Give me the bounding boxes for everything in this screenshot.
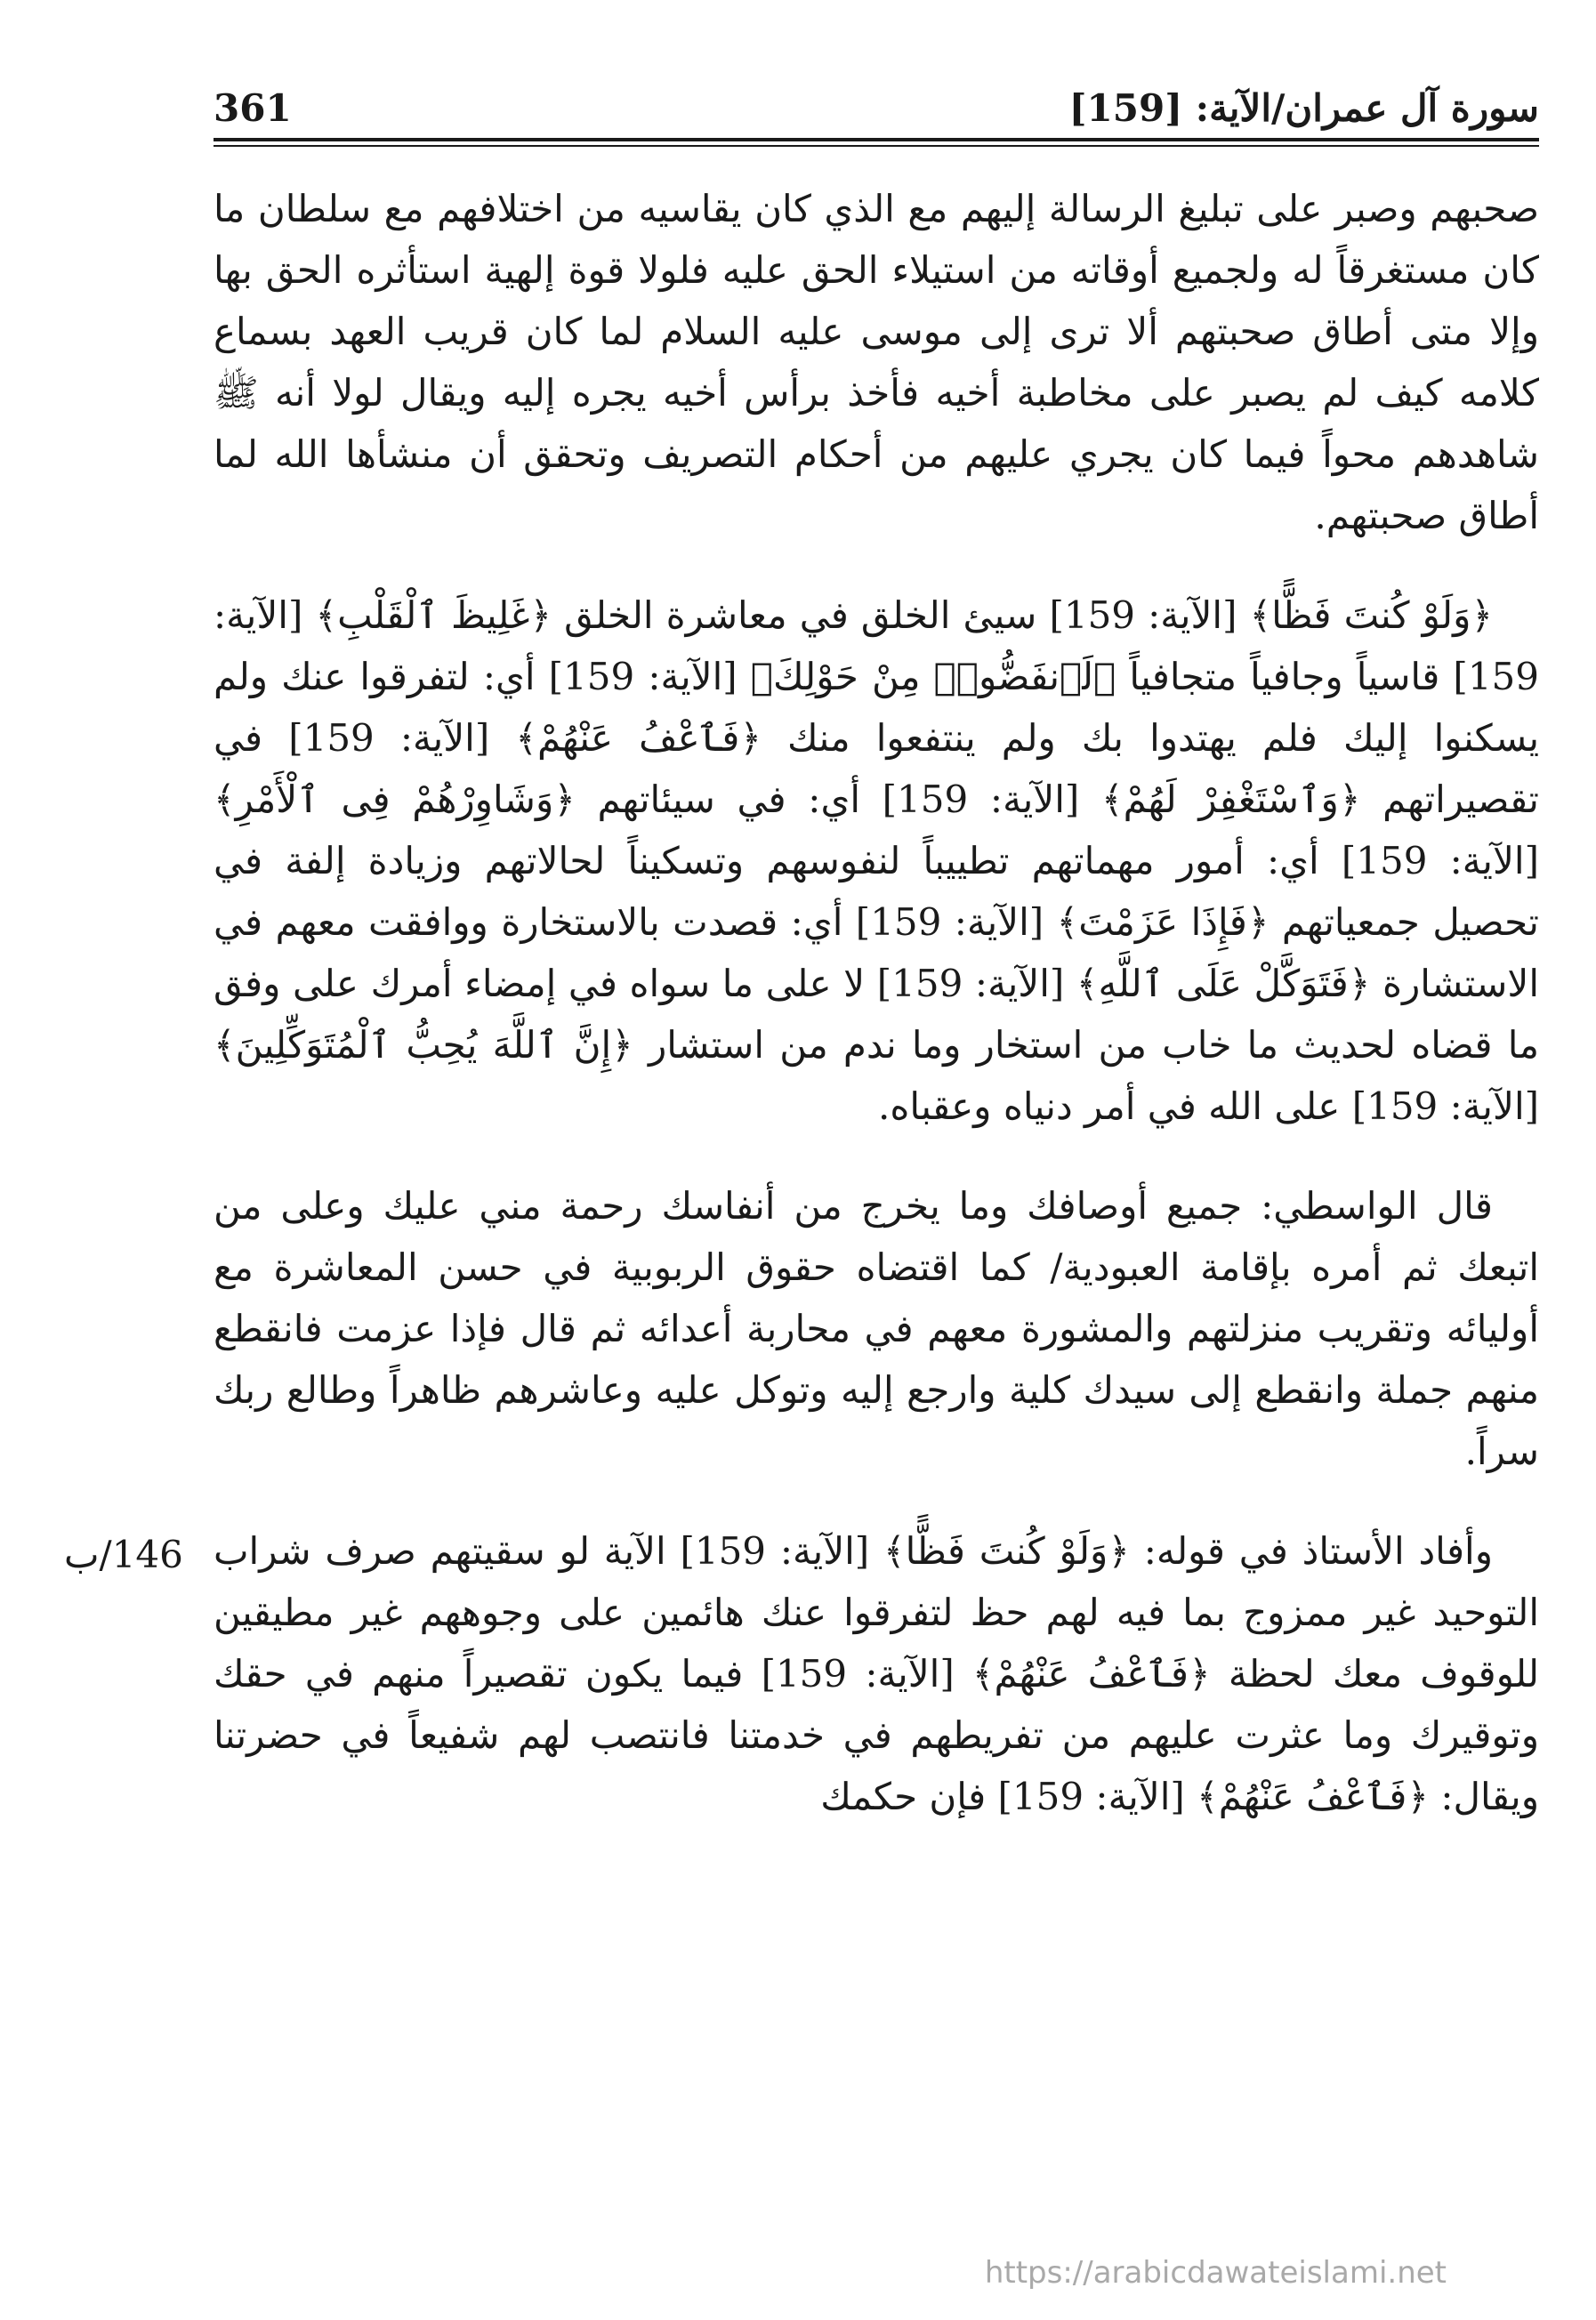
paragraph-3: قال الواسطي: جميع أوصافك وما يخرج من أنفاسك رحمة مني عليك وعلى من اتبعك ثم أمره بإقامة العبودية/ كما اقتضاه حقوق الربوبية في حسن المعاشرة مع أوليائه وتقريب منزلتهم والمشورة معهم في محاربة أعدائه ثم قال فإذا عزمت فانقطع منهم جملة وانقطع إلى سيدك كلية وارجع إليه وتوكل عليه وعاشرهم ظاهراً وطالع ربك سراً. [214,1184,1539,1473]
manuscript-folio-marker: 146/ب [64,1533,183,1576]
page-number: 361 [214,86,292,130]
running-title: سورة آل عمران/الآية: [159] [1068,86,1539,130]
watermark-url: https://arabicdawateislami.net [984,2255,1447,2291]
header-rule-thick [214,138,1539,141]
paragraph-1: صحبهم وصبر على تبليغ الرسالة إليهم مع الذي كان يقاسيه من اختلافهم مع سلطان ما كان مستغرقاً له ولجميع أوقاته من استيلاء الحق عليه فلولا قوة إلهية استأثره الحق بها وإلا متى أطاق صحبتهم ألا ترى إلى موسى عليه السلام لما كان قريب العهد بسماع كلامه كيف لم يصبر على مخاطبة أخيه فأخذ برأس أخيه يجره إليه ويقال لولا أنه ﷺ شاهدهم محواً فيما كان يجري عليهم من أحكام التصريف وتحقق أن منشأها الله لما أطاق صحبتهم. [214,187,1539,537]
paragraph-4: وأفاد الأستاذ في قوله: ﴿وَلَوْ كُنتَ فَظًّا﴾ [الآية: 159] الآية لو سقيتهم صرف شراب التوحيد غير ممزوج بما فيه لهم حظ لتفرقوا عنك هائمين على وجوههم غير مطيقين للوقوف معك لحظة ﴿فَٱعْفُ عَنْهُمْ﴾ [الآية: 159] فيما يكون تقصيراً منهم في حقك وتوقيرك وما عثرت عليهم من تفريطهم في خدمتنا فانتصب لهم شفيعاً في حضرتنا ويقال: ﴿فَٱعْفُ عَنْهُمْ﴾ [الآية: 159] فإن حكمك [214,1529,1539,1818]
header-rule-thin [214,145,1539,147]
page-header [214,82,1539,135]
page-body [214,178,1539,1827]
paragraph-2: ﴿وَلَوْ كُنتَ فَظًّا﴾ [الآية: 159] سيئ الخلق في معاشرة الخلق ﴿غَلِيظَ ٱلْقَلْبِ﴾ [الآية: 159] قاسياً وجافياً متجافياً ﴿لَٱنفَضُّوا۟ مِنْ حَوْلِكَ﴾ [الآية: 159] أي: لتفرقوا عنك ولم يسكنوا إليك فلم يهتدوا بك ولم ينتفعوا منك ﴿فَٱعْفُ عَنْهُمْ﴾ [الآية: 159] في تقصيراتهم ﴿وَٱسْتَغْفِرْ لَهُمْ﴾ [الآية: 159] أي: في سيئاتهم ﴿وَشَاوِرْهُمْ فِى ٱلْأَمْرِ﴾ [الآية: 159] أي: أمور مهماتهم تطييباً لنفوسهم وتسكيناً لحالاتهم وزيادة إلفة في تحصيل جمعياتهم ﴿فَإِذَا عَزَمْتَ﴾ [الآية: 159] أي: قصدت بالاستخارة ووافقت معهم في الاستشارة ﴿فَتَوَكَّلْ عَلَى ٱللَّهِ﴾ [الآية: 159] لا على ما سواه في إمضاء أمرك على وفق ما قضاه لحديث ما خاب من استخار وما ندم من استشار ﴿إِنَّ ٱللَّهَ يُحِبُّ ٱلْمُتَوَكِّلِينَ﴾ [الآية: 159] على الله في أمر دنياه وعقباه. [214,593,1540,1128]
